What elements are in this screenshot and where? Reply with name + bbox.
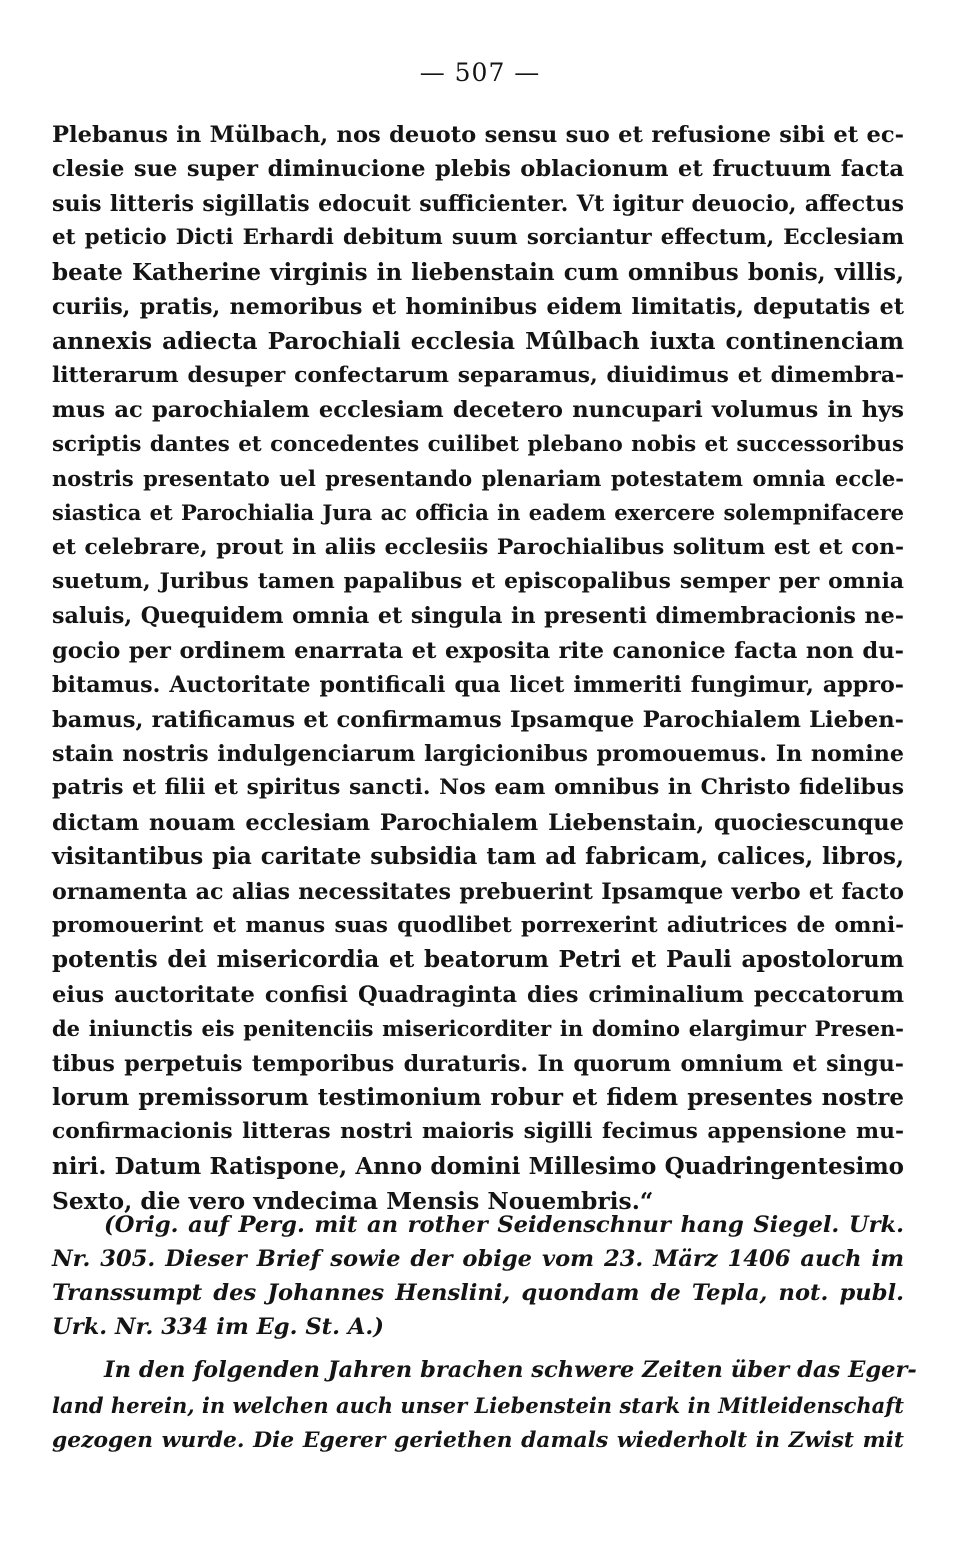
following-paragraph [52,1353,917,1458]
text-line: confirmacionis litteras nostri maioris sigilli fecimus appensione mu- [52,1119,904,1145]
main-body-text [52,118,904,1219]
text-line: visitantibus pia caritate subsidia tam ad fabricam, calices, libros, [52,843,904,871]
paragraph-line: In den folgenden Jahren brachen schwere Zeiten über das Eger- [104,1357,917,1383]
text-line: de iniunctis eis penitenciis misericorditer in domino elargimur Presen- [52,1016,904,1042]
text-line: suis litteris sigillatis edocuit sufficienter. Vt igitur deuocio, affectus [52,190,904,217]
text-line: annexis adiecta Parochiali ecclesia Mûlbach iuxta continenciam [52,327,904,356]
text-line: litterarum desuper confectarum separamus, diuidimus et dimembra- [52,362,904,388]
text-line: lorum premissorum testimonium robur et fidem presentes nostre [52,1083,904,1111]
text-line: clesie sue super diminucione plebis oblacionum et fructuum facta [52,156,904,183]
text-line: siastica et Parochialia Jura ac officia in eadem exercere solempnifacere [52,500,904,526]
text-line: bamus, ratificamus et confirmamus Ipsamque Parochialem Lieben- [52,706,904,733]
text-line: stain nostris indulgenciarum largicionibus promouemus. In nomine [52,741,904,768]
text-line: patris et filii et spiritus sancti. Nos eam omnibus in Christo fidelibus [52,775,904,801]
page-number: — 507 — [419,58,541,87]
text-line: promouerint et manus suas quodlibet porrexerint adiutrices de omni- [52,912,904,938]
text-line: Sexto, die vero vndecima Mensis Nouembris.“ [52,1187,654,1216]
text-line: suetum, Juribus tamen papalibus et episcopalibus semper per omnia [52,569,904,595]
note-line: Nr. 305. Dieser Brief sowie der obige vom 23. März 1406 auch im [52,1246,904,1272]
paragraph-line: land herein, in welchen auch unser Liebenstein stark in Mitleidenschaft [52,1393,904,1418]
text-line: niri. Datum Ratispone, Anno domini Millesimo Quadringentesimo [52,1152,904,1180]
text-line: curiis, pratis, nemoribus et hominibus eidem limitatis, deputatis et [52,293,904,320]
text-line: saluis, Quequidem omnia et singula in presenti dimembracionis ne- [52,603,904,630]
text-line: et peticio Dicti Erhardi debitum suum sorciantur effectum, Ecclesiam [52,225,904,251]
text-line: Plebanus in Mülbach, nos deuoto sensu suo et refusione sibi et ec- [52,122,904,148]
text-line: beate Katherine virginis in liebenstain cum omnibus bonis, villis, [52,258,904,286]
text-line: gocio per ordinem enarrata et exposita rite canonice facta non du- [52,637,904,664]
text-line: tibus perpetuis temporibus duraturis. In quorum omnium et singu- [52,1050,904,1077]
note-line: (Orig. auf Perg. mit an rother Seidenschnur hang Siegel. Urk. [104,1212,904,1238]
note-line: Urk. Nr. 334 im Eg. St. A.) [52,1314,384,1340]
text-line: scriptis dantes et concedentes cuilibet plebano nobis et successoribus [52,431,904,457]
text-line: mus ac parochialem ecclesiam decetero nuncupari volumus in hys [52,397,904,424]
text-line: potentis dei misericordia et beatorum Petri et Pauli apostolorum [52,946,904,974]
source-note [52,1208,904,1344]
note-line: Transsumpt des Johannes Henslini, quondam de Tepla, not. publ. [52,1280,904,1306]
text-line: ornamenta ac alias necessitates prebuerint Ipsamque verbo et facto [52,878,904,905]
paragraph-line: gezogen wurde. Die Egerer geriethen damals wiederholt in Zwist mit [52,1428,904,1453]
text-line: bitamus. Auctoritate pontificali qua licet immeriti fungimur, appro- [52,672,904,699]
text-line: eius auctoritate confisi Quadraginta dies criminalium peccatorum [52,981,904,1008]
text-line: et celebrare, prout in aliis ecclesiis Parochialibus solitum est et con- [52,534,904,560]
text-line: dictam nouam ecclesiam Parochialem Liebenstain, quociescunque [52,809,904,836]
text-line: nostris presentato uel presentando plenariam potestatem omnia eccle- [52,465,904,491]
